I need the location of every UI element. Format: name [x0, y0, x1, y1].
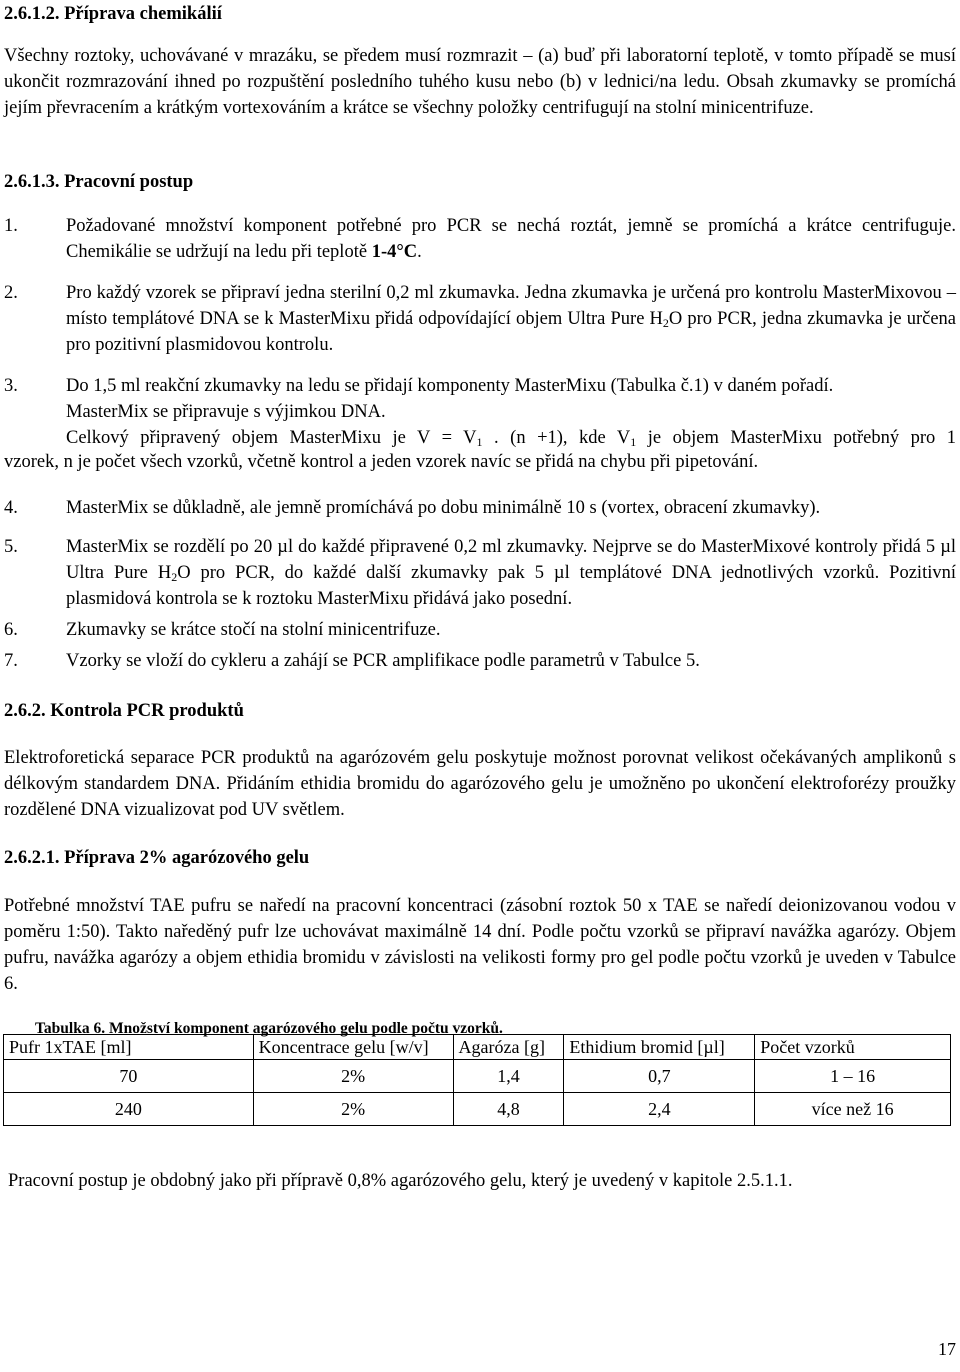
list-item-line: MasterMix se připravuje s výjimkou DNA.: [66, 402, 386, 422]
list-item-text: MasterMix se důkladně, ale jemně promíchává po dobu minimálně 10 s (vortex, obracení zkumavky).: [66, 498, 821, 518]
table-6: [3, 1034, 951, 1126]
paragraph-tae-pufr: Potřebné množství TAE pufru se naředí na pracovní koncentraci (zásobní roztok 50 x TAE se naředí deionizovanou vodou v poměru 1:50). Takto naředěný pufr lze uchovávat maximálně 14 dní. Podle počtu vzorků se připraví navážka agarózy. Objem pufru, navážka agarózy a objem ethidia bromidu v závislosti na velikosti formy pro gel podle počtu vzorků je uveden v Tabulce 6.: [4, 896, 956, 994]
table-cell: 1,4: [453, 1060, 564, 1093]
list-item-2: [4, 280, 956, 358]
paragraph-odkaz-kapitola: Pracovní postup je obdobný jako při přípravě 0,8% agarózového gelu, který je uvedený v kapitole 2.5.1.1.: [8, 1171, 793, 1191]
table-cell: 2%: [253, 1093, 453, 1126]
list-item-number: 1.: [4, 216, 18, 236]
subscript: 2: [171, 570, 178, 584]
section-heading-agaroza: 2.6.2.1. Příprava 2% agarózového gelu: [4, 848, 310, 868]
header-cell: Koncentrace gelu [w/v]: [253, 1035, 453, 1060]
table-row: [4, 1060, 951, 1093]
list-item-text-end: O pro PCR, do každé další zkumavky pak 5 µl templátové DNA jednotlivých vzorků. Pozitivní plasmidová kontrola se k roztoku MasterMixu přidává jako posední.: [66, 563, 956, 609]
list-item-number: 2.: [4, 283, 18, 303]
list-item-4: [4, 495, 956, 521]
list-item-text: MasterMix se rozdělí po 20 µl do každé připravené 0,2 ml zkumavky. Nejprve se do MasterMixové kontroly přidá 5 µl Ultra Pure H: [66, 537, 956, 583]
list-item-number: 5.: [4, 537, 18, 557]
table-cell: 2%: [253, 1060, 453, 1093]
table-cell: 1 – 16: [755, 1060, 951, 1093]
table-cell: 240: [4, 1093, 254, 1126]
list-item-6: [4, 617, 956, 643]
table-cell: 2,4: [564, 1093, 755, 1126]
list-item-1: [4, 213, 956, 265]
subscript: 2: [662, 316, 669, 330]
paragraph-text-2: Obsah zkumavky se promíchá jejím převracením a krátkým vortexováním a krátce se všechny položky centrifugují na stolní minicentrifuze.: [4, 72, 957, 118]
list-item-number: 7.: [4, 651, 18, 671]
temperature-value: 1-4°C: [371, 242, 418, 262]
list-item-text: Pro každý vzorek se připraví jedna sterilní 0,2 ml zkumavka. Jedna zkumavka je určená pro kontrolu MasterMixovou – místo templátové DNA se k MasterMixu přidá odpovídající objem Ultra Pure H: [66, 283, 956, 329]
paragraph-rozmrazovani: [4, 43, 956, 121]
formula-text: . (n +1), kde V: [482, 428, 631, 448]
list-item-line: Do 1,5 ml reakční zkumavky na ledu se přidají komponenty MasterMixu (Tabulka č.1) v daném pořadí.: [66, 376, 834, 396]
table-caption: Tabulka 6. Množství komponent agarózového gelu podle počtu vzorků.: [35, 1020, 503, 1037]
list-item-number: 4.: [4, 498, 18, 518]
section-heading-postup: 2.6.1.3. Pracovní postup: [4, 172, 194, 192]
formula-text: je objem MasterMixu potřebný pro 1: [636, 428, 957, 448]
subscript: 1: [476, 435, 483, 449]
list-item-text: Požadované množství komponent potřebné pro PCR se nechá roztát, jemně se promíchá a krátce centrifuguje. Chemikálie se udržují na ledu při teplotě: [66, 216, 956, 262]
list-item-number: 3.: [4, 376, 18, 396]
header-cell: Ethidium bromid [µl]: [564, 1035, 755, 1060]
list-item-text-end: O pro PCR, jedna zkumavka je určena pro pozitivní plasmidovou kontrolu.: [66, 309, 956, 355]
table-header-row: [4, 1035, 951, 1060]
section-heading-chemikalie: 2.6.1.2. Příprava chemikálií: [4, 4, 222, 24]
list-item-5: [4, 534, 956, 612]
header-cell: Agaróza [g]: [453, 1035, 564, 1060]
list-item-3: [4, 373, 956, 451]
formula-text: Celkový připravený objem MasterMixu je V = V: [66, 428, 477, 448]
formula-line: [66, 425, 956, 451]
subscript: 1: [630, 435, 637, 449]
section-heading-kontrola: 2.6.2. Kontrola PCR produktů: [4, 701, 244, 721]
header-cell: Pufr 1xTAE [ml]: [4, 1035, 254, 1060]
list-item-text: Zkumavky se krátce stočí na stolní minicentrifuze.: [66, 620, 441, 640]
table-cell: 0,7: [564, 1060, 755, 1093]
table-cell: 70: [4, 1060, 254, 1093]
page-number: 17: [938, 1339, 956, 1359]
table-cell: více než 16: [755, 1093, 951, 1126]
list-item-3-continuation: vzorek, n je počet všech vzorků, včetně kontrol a jeden vzorek navíc se přidá na chybu při pipetování.: [4, 452, 759, 472]
table-row: [4, 1093, 951, 1126]
paragraph-text-1: Všechny roztoky, uchovávané v mrazáku, se předem musí rozmrazit – (a) buď při laboratorní teplotě, v tomto případě se musí ukončit rozmrazování ihned po rozpuštění posledního tuhého kusu nebo (b) v lednici/na ledu.: [4, 46, 956, 92]
list-item-number: 6.: [4, 620, 18, 640]
table-cell: 4,8: [453, 1093, 564, 1126]
header-cell: Počet vzorků: [755, 1035, 951, 1060]
paragraph-elektroforeza: Elektroforetická separace PCR produktů na agarózovém gelu poskytuje možnost porovnat velikost očekávaných amplikonů s délkovým standardem DNA. Přidáním ethidia bromidu do agarózového gelu je umožněno po ukončení elektroforézy proužky rozdělené DNA vizualizovat pod UV světlem.: [4, 748, 956, 820]
list-item-text-end: .: [417, 242, 422, 262]
list-item-text: Vzorky se vloží do cykleru a zahájí se PCR amplifikace podle parametrů v Tabulce 5.: [66, 651, 700, 671]
list-item-7: [4, 648, 956, 674]
